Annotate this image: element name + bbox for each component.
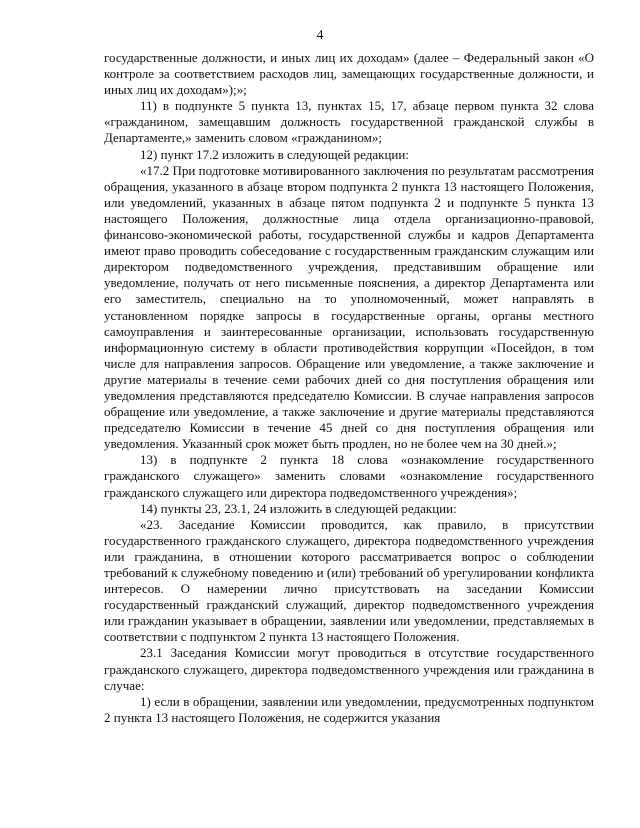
paragraph-quote-17-2: «17.2 При подготовке мотивированного заключения по результатам рассмотрения обращения, указанного в абзаце втором подпункта 2 пункта 13 настоящего Положения, или уведомлений, указанных в абзаце пятом подпункта 2 и подпункте 5 пункта 13 настоящего Положения, должностные лица отдела организационно-правовой, финансово-экономической работы, государственной службы и кадров Департамента имеют право проводить собеседование с государственным гражданским служащим или директором подведомственного учреждения, представившим обращение или уведомление, получать от него письменные пояснения, а директор Департамента или его заместитель, специально на то уполномоченный, может направлять в установленном порядке запросы в государственные органы, органы местного самоуправления и заинтересованные организации, использовать государственную информационную систему в области противодействия коррупции «Посейдон, в том числе для направления запросов. Обращение или уведомление, а также заключение и другие материалы в течение семи рабочих дней со дня поступления обращения или уведомления представляются председателю Комиссии. В случае направления запросов обращение или уведомление, а также заключение и другие материалы представляются председателю Комиссии в течение 45 дней со дня поступления обращения или уведомления. Указанный срок может быть продлен, но не более чем на 30 дней.»; [104, 162, 594, 452]
document-body [104, 50, 594, 726]
paragraph-item-13: 13) в подпункте 2 пункта 18 слова «ознакомление государственного гражданского служащего» заменить словами «ознакомление государственного гражданского служащего или директора подведомственного учреждения»; [104, 452, 594, 500]
paragraph-subitem-1: 1) если в обращении, заявлении или уведомлении, предусмотренных подпунктом 2 пункта 13 настоящего Положения, не содержится указания [104, 693, 594, 725]
paragraph-continuation: государственные должности, и иных лиц их доходам» (далее – Федеральный закон «О контроле за соответствием расходов лиц, замещающих государственные должности, и иных лиц их доходам»);»; [104, 50, 594, 98]
paragraph-item-11: 11) в подпункте 5 пункта 13, пунктах 15, 17, абзаце первом пункта 32 слова «гражданином, замещавшим должность государственной гражданской службы в Департаменте,» заменить словом «гражданином»; [104, 98, 594, 146]
paragraph-item-14: 14) пункты 23, 23.1, 24 изложить в следующей редакции: [140, 500, 457, 516]
paragraph-quote-23-1: 23.1 Заседания Комиссии могут проводиться в отсутствие государственного гражданского служащего, директора подведомственного учреждения или гражданина в случае: [104, 645, 594, 693]
paragraph-item-12: 12) пункт 17.2 изложить в следующей редакции: [140, 146, 409, 162]
page-number: 4 [316, 28, 324, 43]
paragraph-quote-23: «23. Заседание Комиссии проводится, как правило, в присутствии государственного гражданского служащего, директора подведомственного учреждения или гражданина, в отношении которого рассматривается вопрос о соблюдении требований к служебному поведению и (или) требований об урегулировании конфликта интересов. О намерении лично присутствовать на заседании Комиссии государственный гражданский служащий, директор подведомственного учреждения или гражданин указывает в обращении, заявлении или уведомлении, представляемых в соответствии с подпунктом 2 пункта 13 настоящего Положения. [104, 516, 594, 645]
